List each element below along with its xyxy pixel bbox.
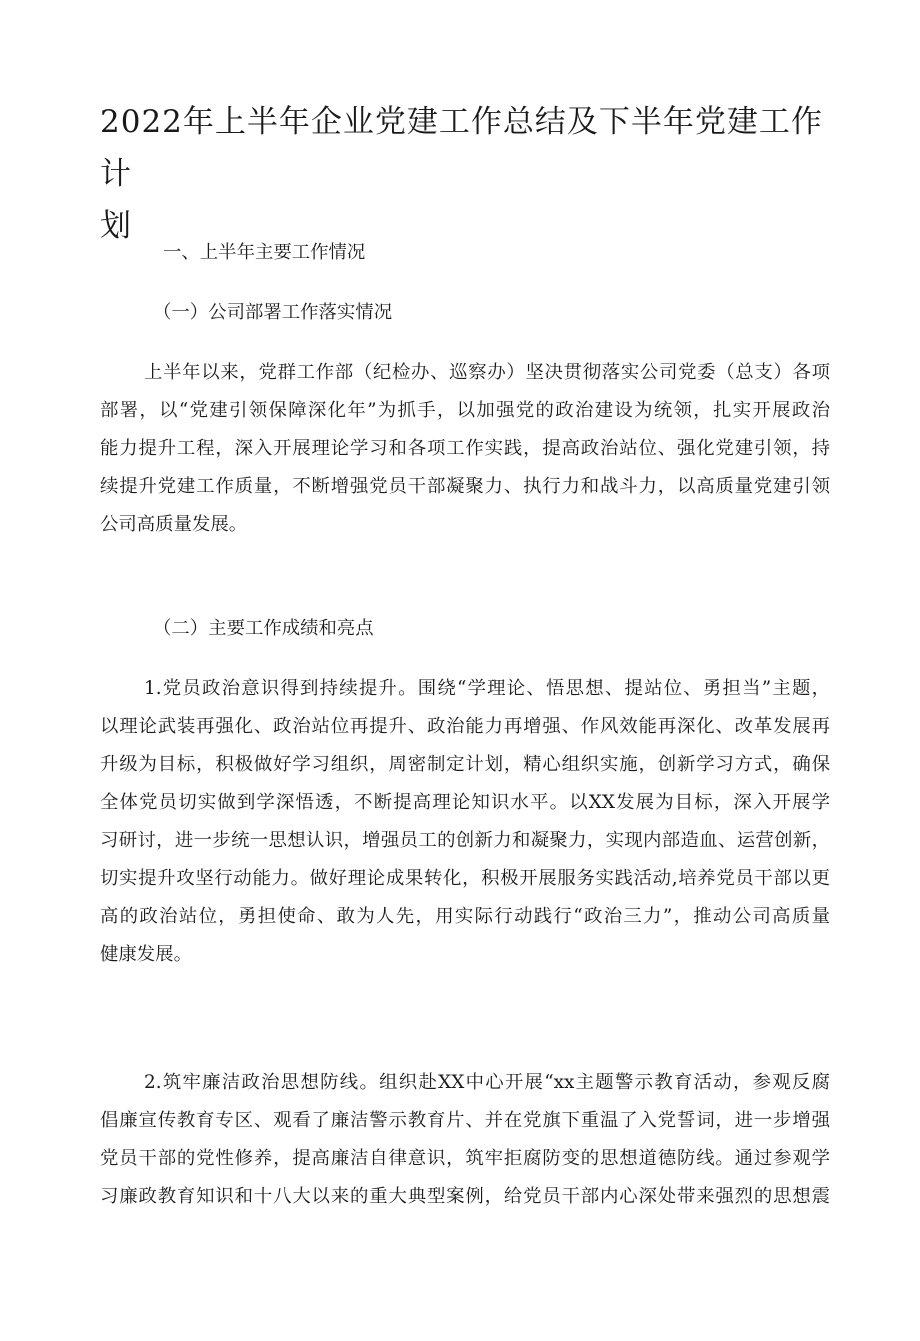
paragraph-3-line: 倡廉宣传教育专区、观看了廉洁警示教育片、并在党旗下重温了入党誓词，进一步增强 (100, 1110, 830, 1131)
paragraph-2-line: 习研讨，进一步统一思想认识，增强员工的创新力和凝聚力，实现内部造血、运营创新， (100, 830, 830, 851)
document-title (100, 96, 840, 252)
paragraph-2 (100, 670, 830, 974)
paragraph-2-line: 以理论武装再强化、政治站位再提升、政治能力再增强、作风效能再深化、改革发展再 (100, 716, 830, 737)
subsection-heading-1: （一）公司部署工作落实情况 (153, 302, 393, 323)
paragraph-2-line: 1.党员政治意识得到持续提升。围绕“学理论、悟思想、提站位、勇担当”主题， (144, 678, 830, 699)
paragraph-1-line: 能力提升工程，深入开展理论学习和各项工作实践，提高政治站位、强化党建引领，持 (100, 438, 830, 459)
paragraph-2-line: 高的政治站位，勇担使命、敢为人先，用实际行动践行“政治三力”，推动公司高质量 (100, 906, 830, 927)
paragraph-3-line: 2.筑牢廉洁政治思想防线。组织赴XX中心开展“xx主题警示教育活动，参观反腐 (144, 1072, 830, 1093)
paragraph-1 (100, 354, 830, 544)
paragraph-3-line: 习廉政教育知识和十八大以来的重大典型案例，给党员干部内心深处带来强烈的思想震 (100, 1186, 830, 1207)
paragraph-2-line: 健康发展。 (100, 944, 192, 965)
paragraph-1-line: 续提升党建工作质量，不断增强党员干部凝聚力、执行力和战斗力，以高质量党建引领 (100, 476, 830, 497)
paragraph-1-line: 公司高质量发展。 (100, 514, 248, 535)
paragraph-2-line: 切实提升攻坚行动能力。做好理论成果转化，积极开展服务实践活动,培养党员干部以更 (100, 868, 830, 889)
section-heading-1: 一、上半年主要工作情况 (163, 242, 366, 263)
paragraph-2-line: 全体党员切实做到学深悟透，不断提高理论知识水平。以XX发展为目标，深入开展学 (100, 792, 830, 813)
paragraph-1-line: 上半年以来，党群工作部（纪检办、巡察办）坚决贯彻落实公司党委（总支）各项 (144, 362, 830, 383)
title-line-2: 划 (100, 208, 132, 244)
paragraph-3 (100, 1064, 830, 1216)
paragraph-2-line: 升级为目标，积极做好学习组织，周密制定计划，精心组织实施，创新学习方式，确保 (100, 754, 830, 775)
paragraph-1-line: 部署，以“党建引领保障深化年”为抓手，以加强党的政治建设为统领，扎实开展政治 (100, 400, 830, 421)
paragraph-3-line: 党员干部的党性修养，提高廉洁自律意识，筑牢拒腐防变的思想道德防线。通过参观学 (100, 1148, 830, 1169)
subsection-heading-2: （二）主要工作成绩和亮点 (153, 618, 374, 639)
title-line-1: 2022年上半年企业党建工作总结及下半年党建工作计 (100, 104, 823, 192)
